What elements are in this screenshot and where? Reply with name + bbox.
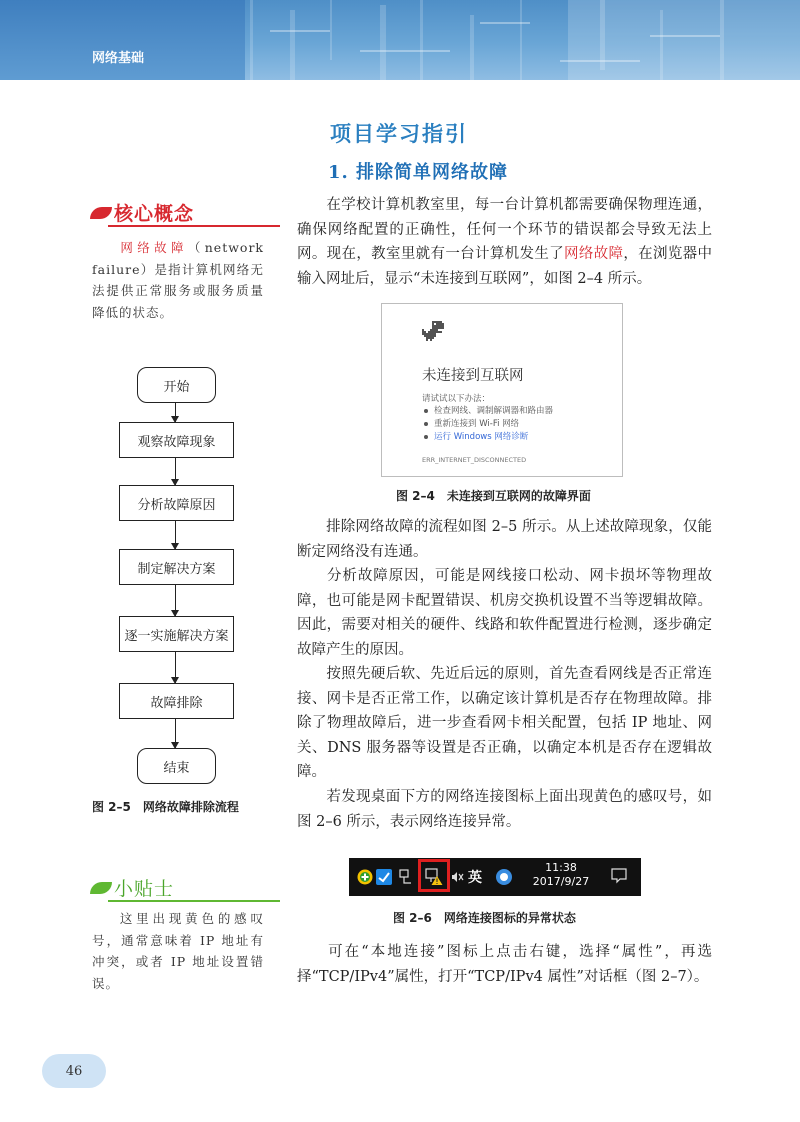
flow-arrow — [175, 457, 176, 485]
notification-icon[interactable] — [611, 868, 627, 884]
section-title: 项目学习指引 — [330, 122, 468, 146]
paragraph-1-text: 在学校计算机教室里，每一台计算机都需要确保物理连通，确保网络配置的正确性，任何一个环节的错误都会导致无法上网。现在，教室里就有一台计算机发生了 — [297, 197, 712, 262]
tip-heading — [90, 874, 280, 902]
error-code: ERR_INTERNET_DISCONNECTED — [422, 456, 527, 464]
flow-arrow — [175, 402, 176, 422]
network-warning-icon[interactable] — [425, 868, 443, 886]
figure-2-4-caption: 图 2–4 未连接到互联网的故障界面 — [396, 489, 591, 503]
app-tray-icon — [376, 869, 392, 885]
concept-heading-label: 核心概念 — [114, 203, 195, 225]
speaker-muted-icon[interactable] — [452, 872, 464, 882]
header-tab — [568, 0, 800, 80]
input-method-icon[interactable] — [495, 868, 513, 886]
paragraph-1 — [297, 193, 712, 291]
suggestion-list — [422, 405, 553, 444]
paragraph-1-end: ，在浏览器中输入网址后，显示“未连接到互联网”，如图 2–4 所示。 — [297, 246, 713, 287]
highlighted-term: 网络故障 — [564, 246, 624, 262]
flow-arrow — [175, 520, 176, 549]
flow-step-end: 结束 — [137, 748, 216, 784]
flow-step-plan: 制定解决方案 — [119, 549, 234, 585]
paragraph-5 — [297, 785, 712, 834]
paragraph-4-text: 按照先硬后软、先近后远的原则，首先查看网线是否正常连接、网卡是否正常工作，以确定该计算机是否存在物理故障。排除了物理故障后，进一步查看网卡相关配置，包括 IP 地址、网关、DNS 服务器等设置是否正确，以确定本机是否存在逻辑故障。 — [297, 666, 712, 780]
flow-arrow — [175, 584, 176, 616]
figure-2-5-caption: 图 2–5 网络故障排除流程 — [92, 800, 239, 814]
tip-heading-label: 小贴士 — [114, 878, 175, 900]
concept-definition — [92, 237, 264, 323]
concept-term: 网络故障 — [117, 240, 188, 255]
subsection-title: 1. 排除简单网络故障 — [328, 162, 509, 183]
flow-arrow — [175, 651, 176, 683]
taskbar-clock[interactable] — [521, 861, 601, 889]
flow-arrow — [175, 718, 176, 748]
suggestion-item: 检查网线、调制解调器和路由器 — [422, 405, 553, 418]
error-suggestion-label: 请试试以下办法： — [422, 394, 491, 404]
concept-heading — [90, 199, 280, 227]
paragraph-6-text: 可在“本地连接”图标上点击右键，选择“属性”，再选择“TCP/IPv4”属性，打开“TCP/IPv4 属性”对话框（图 2–7）。 — [297, 944, 712, 985]
suggestion-item: 重新连接到 Wi-Fi 网络 — [422, 418, 553, 431]
paragraph-3-text: 分析故障原因，可能是网线接口松动、网卡损坏等物理故障，也可能是网卡配置错误、机房交换机设置不当等逻辑故障。因此，需要对相关的硬件、线路和软件配置进行检测，逐步确定故障产生的原因。 — [297, 568, 712, 658]
paragraph-5-text: 若发现桌面下方的网络连接图标上面出现黄色的感叹号，如图 2–6 所示，表示网络连接异常。 — [297, 789, 712, 830]
diagnostics-link[interactable]: 运行 Windows 网络诊断 — [422, 431, 553, 444]
green-plus-icon — [357, 869, 373, 885]
leaf-icon — [90, 882, 112, 894]
flow-step-observe: 观察故障现象 — [119, 422, 234, 458]
clock-date: 2017/9/27 — [532, 875, 590, 888]
dinosaur-icon — [422, 321, 444, 345]
paragraph-2 — [297, 515, 712, 564]
tip-heading-rule — [108, 900, 280, 902]
input-language-indicator[interactable]: 英 — [468, 870, 482, 886]
concept-heading-rule — [108, 225, 280, 227]
flow-step-implement: 逐一实施解决方案 — [119, 616, 234, 652]
error-title: 未连接到互联网 — [422, 368, 524, 384]
paragraph-6 — [297, 940, 712, 989]
flow-step-start: 开始 — [137, 367, 216, 403]
paragraph-3 — [297, 564, 712, 662]
page-number: 46 — [42, 1054, 106, 1088]
paragraph-4 — [297, 662, 712, 785]
clock-time: 11:38 — [545, 861, 577, 874]
leaf-icon — [90, 207, 112, 219]
page-header — [0, 0, 800, 80]
taskbar-figure — [349, 858, 641, 896]
chapter-title: 网络基础 — [92, 51, 145, 66]
tip-text — [92, 908, 264, 994]
network-cable-icon — [399, 869, 413, 885]
flow-step-resolved: 故障排除 — [119, 683, 234, 719]
flow-step-analyze: 分析故障原因 — [119, 485, 234, 521]
browser-error-figure — [381, 303, 623, 477]
paragraph-2-text: 排除网络故障的流程如图 2–5 所示。从上述故障现象，仅能断定网络没有连通。 — [297, 519, 712, 560]
concept-definition-text: （network failure）是指计算机网络无法提供正常服务或服务质量降低的状态。 — [92, 240, 264, 320]
tip-text-content: 这里出现黄色的感叹号，通常意味着 IP 地址有冲突，或者 IP 地址设置错误。 — [92, 911, 264, 991]
figure-2-6-caption: 图 2–6 网络连接图标的异常状态 — [393, 911, 576, 925]
